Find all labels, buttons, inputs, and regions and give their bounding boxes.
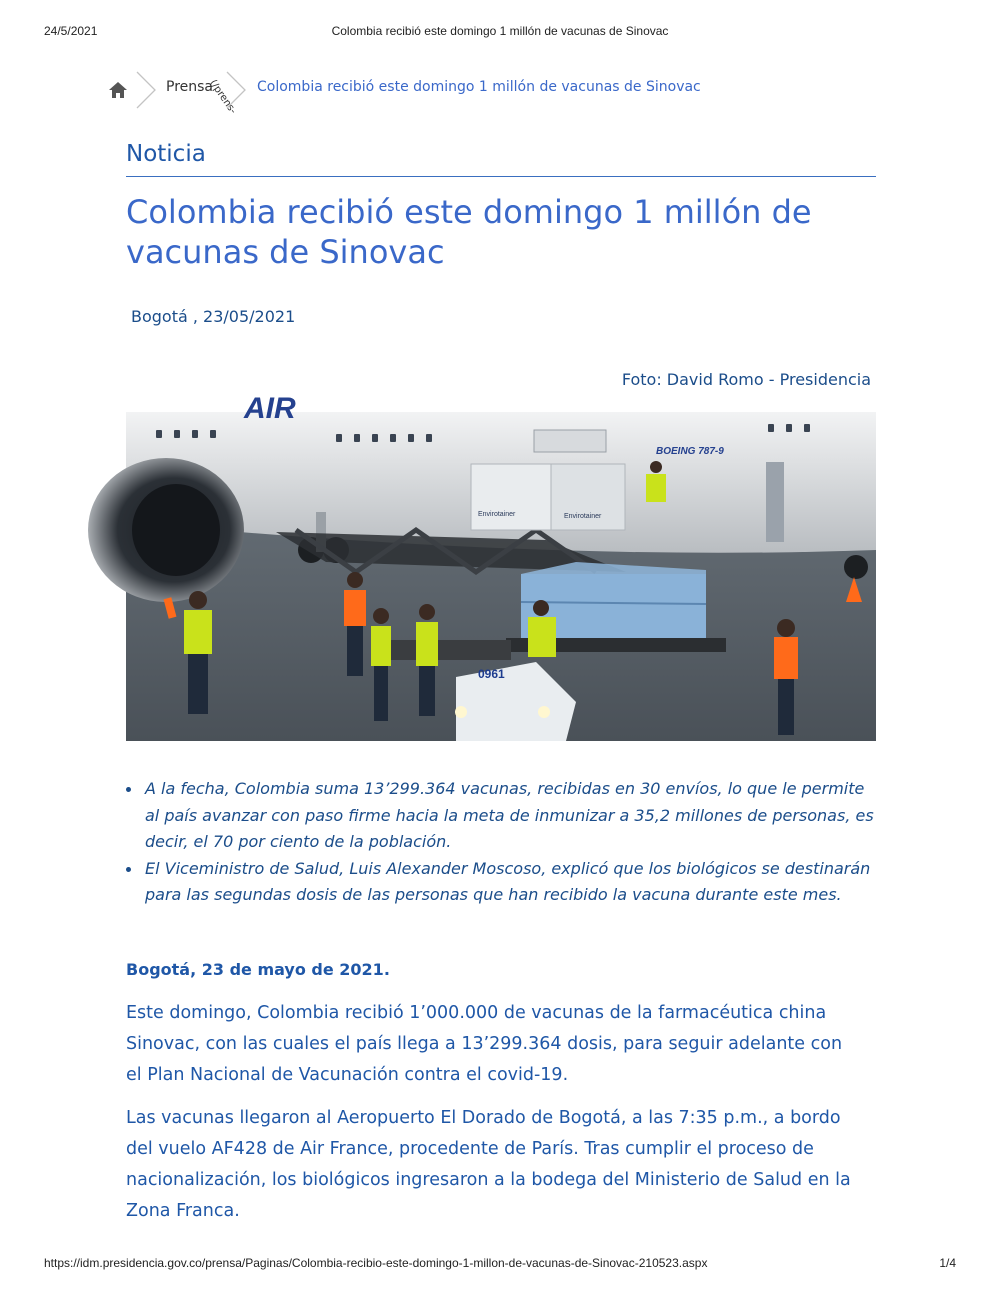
chevron-right-icon [224,70,248,110]
container-label: Envirotainer [564,513,602,520]
lead-dateline: Bogotá, 23 de mayo de 2021. [126,960,390,979]
highlight-item [126,856,876,909]
bullet-icon [126,867,131,872]
print-url: https://idm.presidencia.gov.co/prensa/Paginas/Colombia-recibio-este-domingo-1-millon-de-vacunas-de-Sinovac-210523.aspx [44,1256,708,1270]
article-highlights [126,776,876,909]
section-divider [126,176,876,177]
breadcrumb-current[interactable]: Colombia recibió este domingo 1 millón de vacunas de Sinovac [257,79,701,95]
page-number: 1/4 [939,1256,956,1270]
home-icon[interactable] [107,79,129,101]
aircraft-model-text: BOEING 787-9 [656,446,724,457]
breadcrumb-prensa-link[interactable]: Prensa [166,79,214,95]
photo-credit: Foto: David Romo - Presidencia [621,370,871,389]
article-headline: Colombia recibió este domingo 1 millón de vacunas de Sinovac [126,193,812,271]
container-label: Envirotainer [478,511,516,518]
highlight-item [126,776,876,856]
print-footer [44,1256,956,1270]
chevron-right-icon [134,70,158,110]
article-photo [126,392,876,741]
highlight-text: El Viceministro de Salud, Luis Alexander Moscoso, explicó que los biológicos se destinarán para las segundas dosis de las personas que han recibido la vacuna durante este mes. [145,858,871,904]
print-date: 24/5/2021 [44,24,98,38]
article-dateline: Bogotá , 23/05/2021 [131,307,296,326]
breadcrumb-url-fragment: (/prens- [206,78,239,117]
section-label: Noticia [126,141,206,167]
body-paragraph: Este domingo, Colombia recibió 1’000.000 de vacunas de la farmacéutica china Sinovac, con las cuales el país llega a 13’299.364 dosis, para seguir adelante con el Plan Nacional de Vacunación contra el covid-19. [126,1003,843,1085]
bullet-icon [126,787,131,792]
breadcrumb [104,70,804,117]
fuselage-lettering: AIR [244,392,296,425]
vehicle-number: 0961 [478,667,505,681]
highlight-text: A la fecha, Colombia suma 13’299.364 vacunas, recibidas en 30 envíos, lo que le permite al país avanzar con paso firme hacia la meta de inmunizar a 35,2 millones de personas, es decir, el 70 por ciento de la población. [145,779,874,851]
print-title: Colombia recibió este domingo 1 millón de vacunas de Sinovac [331,24,669,38]
body-paragraph: Las vacunas llegaron al Aeropuerto El Dorado de Bogotá, a las 7:35 p.m., a bordo del vuelo AF428 de Air France, procedente de París. Tras cumplir el proceso de nacionalización, los biológicos ingresaron a la bodega del Ministerio de Salud en la Zona Franca. [126,1108,851,1221]
